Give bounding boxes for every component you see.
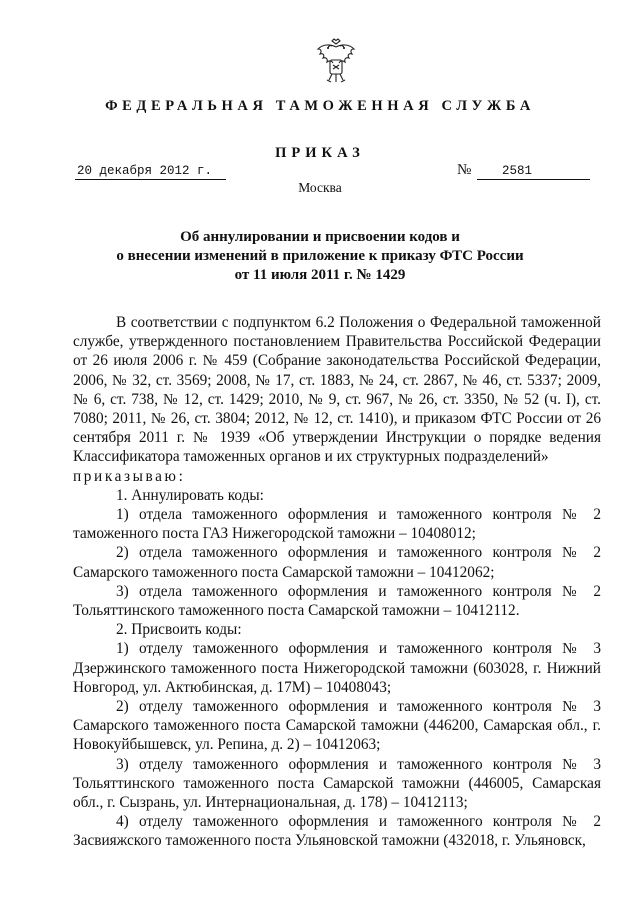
city: Москва <box>298 180 342 195</box>
section-2-item-2: 2) отделу таможенного оформления и таможенного контроля № 3 Самарского таможенного поста Самарской таможни (446200, Самарская обл., г. Новокуйбышевск, ул. Репина, д. 2) – 10412063; <box>73 698 601 754</box>
russian-coat-of-arms-icon <box>313 38 359 86</box>
document-title <box>0 228 640 285</box>
order-number-label: № <box>457 162 472 178</box>
title-line-2: о внесении изменений в приложение к приказу ФТС России <box>116 248 524 264</box>
section-1-item-3: 3) отдела таможенного оформления и таможенного контроля № 2 Тольяттинского таможенного поста Самарской таможни – 10412112. <box>73 582 601 620</box>
order-word: приказываю: <box>73 467 186 485</box>
title-line-3: от 11 июля 2011 г. № 1429 <box>234 267 406 283</box>
section-1-title: 1. Аннулировать коды: <box>116 486 264 504</box>
document-type: ПРИКАЗ <box>275 145 365 161</box>
order-number: 2581 <box>477 164 590 180</box>
section-2-item-3: 3) отделу таможенного оформления и таможенного контроля № 3 Тольяттинского таможенного поста Самарской таможни (446005, Самарская обл., г. Сызрань, ул. Интернациональная, д. 178) – 10412113; <box>73 755 601 812</box>
section-1-item-1: 1) отдела таможенного оформления и таможенного контроля № 2 таможенного поста ГАЗ Нижегородской таможни – 10408012; <box>73 506 601 543</box>
intro-paragraph: В соответствии с подпунктом 6.2 Положения о Федеральной таможенной службе, утвержденного постановлением Правительства Российской Федерации от 26 июля 2006 г. № 459 (Собрание законодательства Российской Федерации, 2006, № 32, ст. 3569; 2008, № 17, ст. 1883, № 24, ст. 2867, № 46, ст. 5337; 2009, № 6, ст. 738, № 12, ст. 1429; 2010, № 9, ст. 967, № 26, ст. 3350, № 52 (ч. I), ст. 7080; 2011, № 26, ст. 3804; 2012, № 12, ст. 1410), и приказом ФТС России от 26 сентября 2011 г. № 1939 «Об утверждении Инструкции о порядке ведения Классификатора таможенных органов и их структурных подразделений» <box>73 314 601 466</box>
section-2-item-4: 4) отделу таможенного оформления и таможенного контроля № 2 Засвияжского таможенного поста Ульяновской таможни (432018, г. Ульяновск, <box>73 813 601 850</box>
section-1-item-2: 2) отдела таможенного оформления и таможенного контроля № 2 Самарского таможенного поста Самарской таможни – 10412062; <box>73 544 601 581</box>
section-2-title: 2. Присвоить коды: <box>116 621 242 639</box>
order-date: 20 декабря 2012 г. <box>75 164 226 180</box>
document-body <box>73 313 601 851</box>
section-2-item-1: 1) отделу таможенного оформления и таможенного контроля № 3 Дзержинского таможенного поста Нижегородской таможни (603028, г. Нижний Новгород, ул. Актюбинская, д. 17М) – 10408043; <box>73 640 601 696</box>
agency-name: ФЕДЕРАЛЬНАЯ ТАМОЖЕННАЯ СЛУЖБА <box>105 98 535 114</box>
title-line-1: Об аннулировании и присвоении кодов и <box>180 229 460 245</box>
